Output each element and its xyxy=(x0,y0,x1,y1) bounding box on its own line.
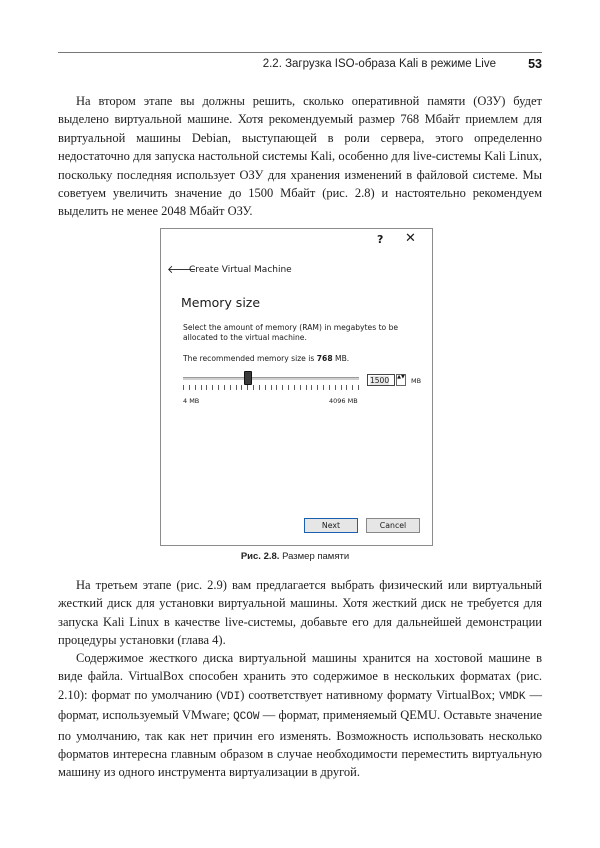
slider-tick xyxy=(282,385,283,390)
back-arrow-icon[interactable]: 🡐 xyxy=(167,263,197,276)
slider-tick xyxy=(323,385,324,390)
memory-size-dialog xyxy=(160,228,433,546)
dialog-heading: Memory size xyxy=(181,295,261,310)
next-button[interactable]: Next xyxy=(304,518,358,533)
slider-tick xyxy=(317,385,318,390)
slider-tick xyxy=(206,385,207,390)
slider-tick xyxy=(230,385,231,390)
slider-tick xyxy=(276,385,277,390)
slider-tick xyxy=(294,385,295,390)
recommended-prefix: The recommended memory size is xyxy=(183,354,317,363)
slider-tick xyxy=(341,385,342,390)
slider-tick xyxy=(346,385,347,390)
slider-tick xyxy=(247,385,248,390)
slider-tick xyxy=(358,385,359,390)
slider-min-label: 4 MB xyxy=(183,397,200,405)
slider-tick xyxy=(183,385,184,390)
recommended-size-text xyxy=(183,354,349,363)
paragraph-formats xyxy=(58,649,542,782)
formats-text-1: Содержимое жесткого диска виртуальной машины хранится на хостовой машине в виде файла. VirtualBox способен хранить это содержимое в нескольких форматах (рис. 2.10): формат по умолчанию ( xyxy=(58,651,542,702)
memory-slider-thumb[interactable] xyxy=(244,371,252,385)
slider-tick xyxy=(352,385,353,390)
slider-tick xyxy=(265,385,266,390)
cancel-button[interactable]: Cancel xyxy=(366,518,420,533)
slider-tick xyxy=(218,385,219,390)
slider-tick xyxy=(224,385,225,390)
spin-unit-label: MB xyxy=(411,377,422,385)
slider-max-label: 4096 MB xyxy=(329,397,358,405)
slider-tick xyxy=(189,385,190,390)
slider-tick xyxy=(195,385,196,390)
header-rule xyxy=(58,52,542,53)
slider-tick xyxy=(329,385,330,390)
memory-spin-input[interactable] xyxy=(367,374,395,386)
formats-text-3: — формат, используемый VMware; xyxy=(58,687,543,723)
memory-spin-value: 1500 xyxy=(370,376,390,385)
slider-tick xyxy=(335,385,336,390)
slider-tick xyxy=(288,385,289,390)
slider-ticks xyxy=(183,385,359,391)
dialog-title: Create Virtual Machine xyxy=(189,265,292,275)
code-qcow: QCOW xyxy=(233,711,260,724)
help-icon[interactable]: ? xyxy=(377,233,384,246)
slider-tick xyxy=(271,385,272,390)
paragraph-disk: На третьем этапе (рис. 2.9) вам предлагается выбрать физический или виртуальный жесткий диск для установки виртуальной машины. Хотя жесткий диск не требуется для запуска Kali Linux в качестве live-системы, добавьте его для дальнейшей демонстрации процедуры установки (глава 4). xyxy=(58,578,542,648)
paragraph-memory: На втором этапе вы должны решить, сколько оперативной памяти (ОЗУ) будет выделено виртуальной машине. Хотя рекомендуемый размер 768 Мбайт приемлем для виртуальной машины Debian, выступающей в роли сервера, этого определенно недостаточно для запуска настольной системы Kali, особенно для live-системы Kali Linux, поскольку последняя использует ОЗУ для хранения изменений в файловой системе. Мы советуем увеличить значение до 1500 Мбайт (рис. 2.8) и настоятельно рекомендуем выделить не менее 2048 Мбайт ОЗУ. xyxy=(58,94,542,219)
recommended-value: 768 xyxy=(316,354,333,363)
page-number: 53 xyxy=(528,57,542,71)
slider-tick xyxy=(259,385,260,390)
formats-text-4: — формат, применяемый QEMU. Оставьте значение по умолчанию, так как нет причин его изменять. Возможность использовать несколько форматов интересна главным образом в случае необходимости переместить виртуальную машину из одного инструмента виртуализации в другой. xyxy=(58,708,543,780)
formats-text-2: ) соответствует нативному формату VirtualBox; xyxy=(240,687,500,702)
code-vmdk: VMDK xyxy=(499,690,526,703)
dialog-description: Select the amount of memory (RAM) in megabytes to be allocated to the virtual machine. xyxy=(183,323,399,343)
slider-tick xyxy=(253,385,254,390)
figure-caption xyxy=(0,551,590,562)
slider-tick xyxy=(300,385,301,390)
recommended-suffix: MB. xyxy=(332,354,350,363)
running-title: 2.2. Загрузка ISO-образа Kali в режиме Live xyxy=(262,58,496,70)
close-icon[interactable]: ✕ xyxy=(405,231,416,246)
caption-text: Размер памяти xyxy=(279,551,350,562)
slider-tick xyxy=(212,385,213,390)
slider-tick xyxy=(236,385,237,390)
slider-tick xyxy=(311,385,312,390)
spin-arrows-icon[interactable]: ▲▼ xyxy=(396,374,406,386)
slider-tick xyxy=(241,385,242,390)
caption-label: Рис. 2.8. xyxy=(240,551,280,562)
slider-tick xyxy=(306,385,307,390)
code-vdi: VDI xyxy=(220,690,241,703)
memory-slider-track[interactable] xyxy=(183,377,359,380)
slider-tick xyxy=(201,385,202,390)
